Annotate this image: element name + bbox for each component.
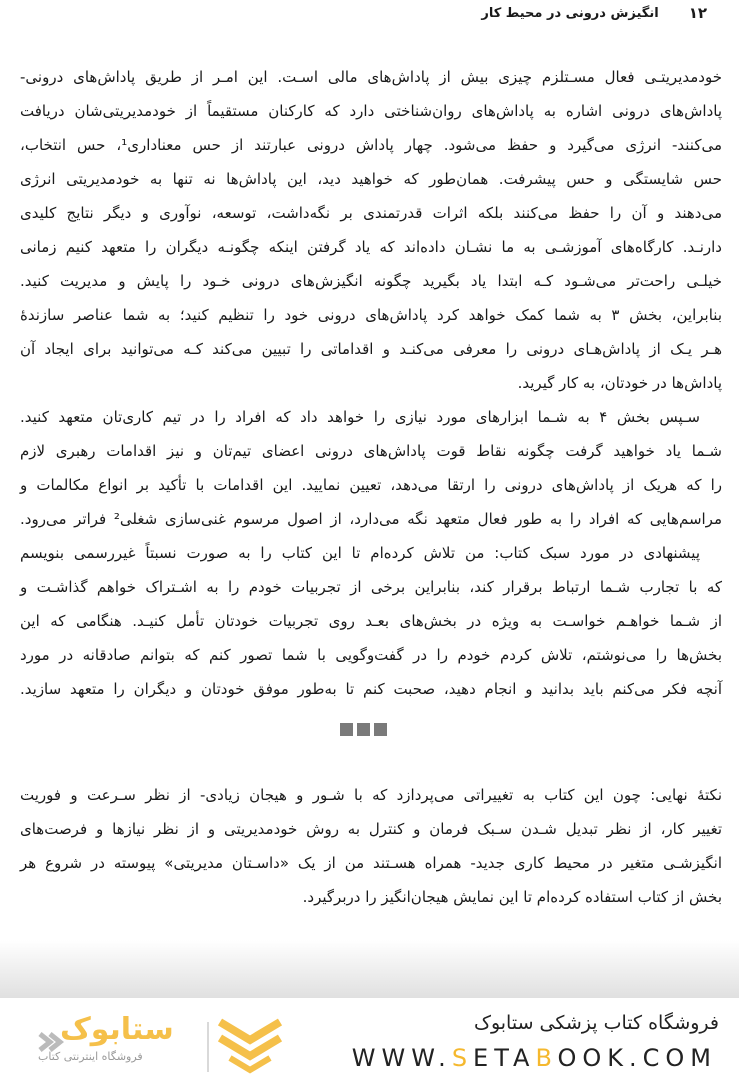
text-line: پاداش‌ها در خودتان، به کار گیرید. (517, 374, 722, 392)
final-note-line: نکتهٔ نهایی: چون این کتاب به تغییراتی می‌پردازد که با شـور و هیجان زیادی- از نظر سـرعت و فوریت (20, 786, 722, 804)
text-line: که با تجارب شـما ارتباط برقرار کند، بنابراین برخی از تجربیات خودم را به اشـتراک خواهم گذاشـت و (20, 578, 722, 596)
final-note-line: بخش از کتاب استفاده کرده‌ام تا این نمایش هیجان‌انگیز را دربرگیرد. (302, 888, 722, 906)
running-title: انگیزش درونی در محیط کار (481, 5, 659, 21)
url-part: B (535, 1044, 558, 1072)
text-line: سـپس بخش ۴ به شـما ابزارهای مورد نیازی را خواهد داد که افراد را در تیم کاری‌تان متعهد کنید. (20, 408, 700, 426)
final-note-line: تغییر کار، از نظر تبدیل شـدن سـبک فرمان و کنترل به روش خودمدیریتی و از نظر نیازها و فرصت‌های (20, 820, 722, 838)
page-header (481, 4, 707, 22)
store-url (352, 1044, 717, 1072)
url-part: S (451, 1044, 474, 1072)
text-line: حس شایستگی و حس پیشرفت. همان‌طور که خواهید دید، این پاداش‌ها نه تنها به خودمدیریتی انرژی (20, 170, 722, 188)
store-name: فروشگاه کتاب پزشکی ستابوک (473, 1012, 719, 1034)
url-part: OOK.COM (557, 1044, 717, 1072)
page-shadow (0, 940, 739, 998)
text-line: شـما یاد خواهید گرفت چگونه نقاط قوت پاداش‌های درونی اعضای تیم‌تان و نیز اقدامات رهبری لازم (20, 442, 722, 460)
text-line: را که هریک از پاداش‌های درونی را ارتقا می‌دهد، تعیین نمایید. این اقدامات با تأکید بر انواع مکالمات و (20, 476, 722, 494)
text-line: پیشنهادی در مورد سبک کتاب: من تلاش کرده‌ام تا این کتاب را به صورت نسبتاً غیررسمی بنویسم (20, 544, 700, 562)
text-line: می‌دهند و آن را حفظ می‌کنند بلکه اثرات قدرتمندی بر نگه‌داشت، توسعه، نوآوری و دیگر نتایج کلیدی (20, 204, 722, 222)
final-note-line: انگیزشـی متغیر در محیط کاری جدید- همراه هسـتند من از یک «داسـتان مدیریتی» پیوسته در شروع هر (20, 854, 722, 872)
logo-tagline: فروشگاه اینترنتی کتاب (38, 1050, 143, 1063)
section-separator (340, 723, 387, 736)
text-line: از شـما خواهـم خواسـت به ویژه در بخش‌های بعـد روی تجربیات خودتان تأمل کنیـد. هنگامی که این (20, 612, 722, 630)
text-line: خودمدیریتـی فعال مسـتلزم چیزی بیش از پاداش‌های مالی اسـت. این امـر از طریق پاداش‌های درونی- (20, 68, 722, 86)
text-line: می‌کنند- انرژی می‌گیرد و حفظ می‌شود. چهار پاداش درونی عبارتند از حس معناداری¹، حس انتخاب، (20, 136, 723, 154)
text-line: آنچه فکر می‌کنم باید بدانید و انجام دهید، صحبت کنم تا به‌طور موفق خودتان و دیگران را متعهد سازید. (20, 680, 722, 698)
text-line: هـر یـک از پاداش‌هـای درونی را معرفی می‌کنـد و اقداماتی را تبیین می‌کند کـه می‌توانید برای ایجاد آن (20, 340, 722, 358)
body-text (20, 60, 722, 914)
text-line: مراسم‌هایی که افراد را به طور فعال متعهد نگه می‌دارد، از اصول مرسوم غنی‌سازی شغلی² فراتر می‌رود. (20, 510, 722, 528)
text-line: پاداش‌های درونی اشاره به پاداش‌های روان‌شناختی دارد که کارکنان مستقیماً از خودمدیریتی‌شان دریافت (20, 102, 722, 120)
url-part: ETA (473, 1044, 536, 1072)
footer-banner (0, 998, 739, 1080)
text-line: بنابراین، بخش ۳ به شما کمک خواهد کرد پاداش‌های درونی خود را تنظیم کنید؛ به شما عناصر سازندهٔ (20, 306, 722, 324)
url-part: WWW. (351, 1044, 452, 1072)
page-number: ۱۲ (688, 4, 707, 22)
logo-name: ستابوک (60, 1012, 174, 1047)
text-line: خیلـی راحت‌تر می‌شـود کـه ابتدا یاد بگیرید چگونه انگیزش‌های درونی خـود را پایش و مدیریت کنید. (20, 272, 722, 290)
text-line: بخش‌ها را می‌نوشتم، تلاش کردم خودم را در گفت‌وگویی با شما تصور کنم که بتوانم صادقانه در مورد (20, 646, 722, 664)
text-line: دارنـد. کارگاه‌های آموزشـی به ما نشـان داده‌اند که یاد گرفتن اینکه چگونـه دیگران را متعهد کنیم زمانی (20, 238, 722, 256)
